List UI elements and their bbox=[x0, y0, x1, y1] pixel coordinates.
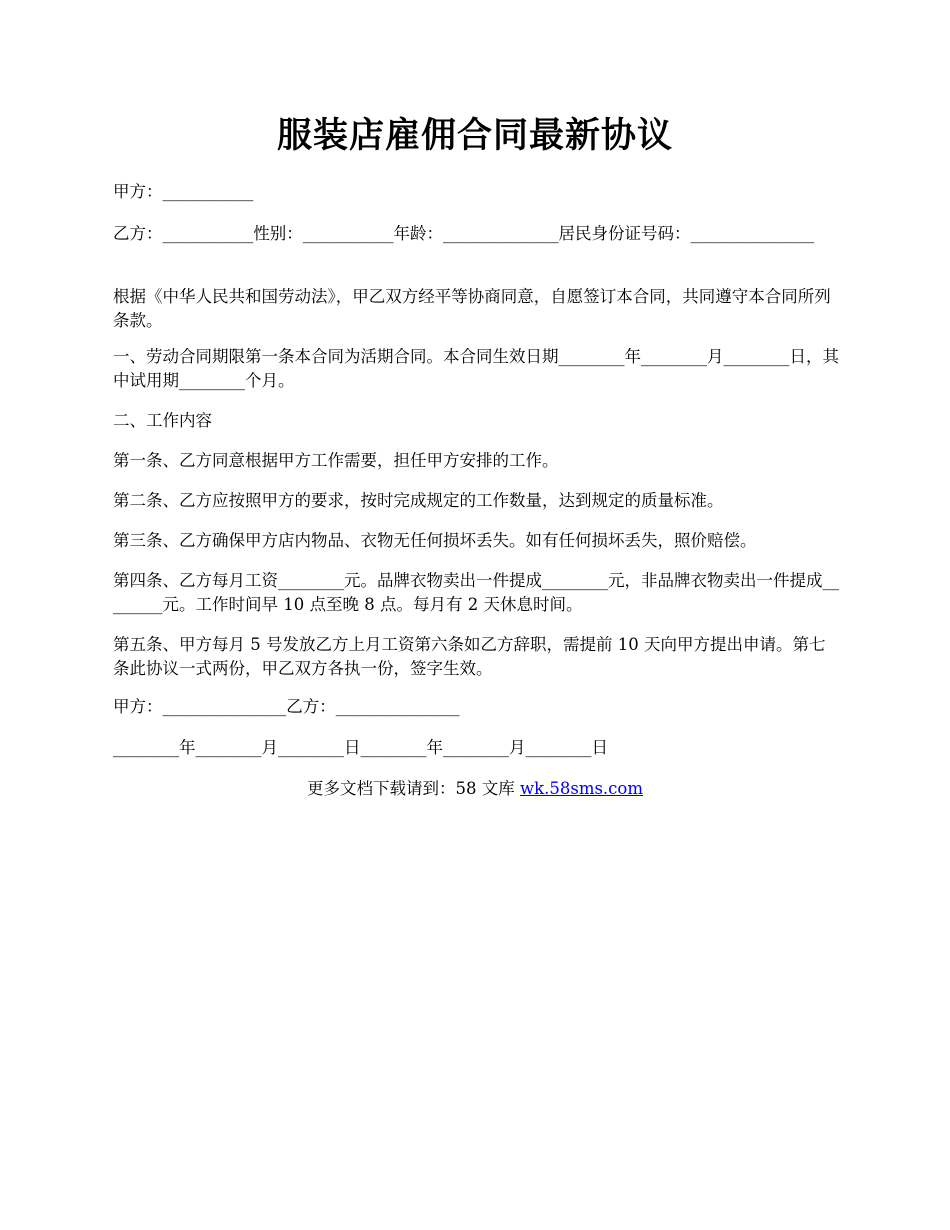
article-4-paragraph: 第四条、乙方每月工资________元。品牌衣物卖出一件提成________元，非品牌衣物卖出一件提成________元。工作时间早 10 点至晚 8 点。每月有 2 天休息时间。 bbox=[113, 571, 839, 614]
article-1-paragraph: 第一条、乙方同意根据甲方工作需要，担任甲方安排的工作。 bbox=[113, 451, 559, 470]
signature-line: 甲方：_______________乙方：_______________ bbox=[113, 697, 460, 716]
section-2-heading: 二、工作内容 bbox=[113, 411, 212, 430]
date-line: ________年________月________日________年________月________日 bbox=[113, 738, 608, 757]
party-b-line: 乙方：___________性别：___________年龄：______________居民身份证号码：_______________ bbox=[113, 224, 815, 243]
article-3-paragraph: 第三条、乙方确保甲方店内物品、衣物无任何损坏丢失。如有任何损坏丢失，照价赔偿。 bbox=[113, 531, 757, 550]
section-1-paragraph: 一、劳动合同期限第一条本合同为活期合同。本合同生效日期________年________月________日，其中试用期________个月。 bbox=[113, 347, 839, 390]
party-a-line: 甲方：___________ bbox=[113, 182, 254, 201]
footer-link[interactable]: wk.58sms.com bbox=[519, 779, 643, 798]
article-2-paragraph: 第二条、乙方应按照甲方的要求，按时完成规定的工作数量，达到规定的质量标准。 bbox=[113, 491, 724, 510]
article-5-paragraph: 第五条、甲方每月 5 号发放乙方上月工资第六条如乙方辞职，需提前 10 天向甲方提出申请。第七条此协议一式两份，甲乙双方各执一份，签字生效。 bbox=[113, 635, 826, 678]
footer bbox=[0, 777, 950, 801]
document-title: 服装店雇佣合同最新协议 bbox=[276, 115, 673, 156]
footer-prefix: 更多文档下载请到：58 文库 bbox=[306, 779, 520, 798]
intro-paragraph: 根据《中华人民共和国劳动法》，甲乙双方经平等协商同意，自愿签订本合同，共同遵守本合同所列条款。 bbox=[113, 287, 831, 330]
